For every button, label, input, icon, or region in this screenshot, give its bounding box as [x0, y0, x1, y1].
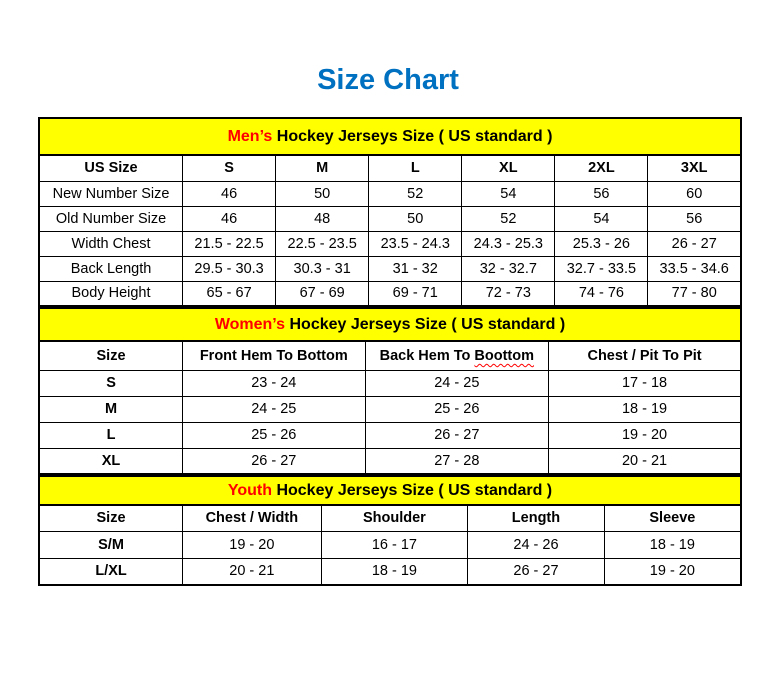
column-header: US Size: [39, 155, 183, 181]
value-cell: 33.5 - 34.6: [648, 256, 741, 281]
table-row: [39, 206, 741, 231]
value-cell: 27 - 28: [365, 448, 549, 474]
table-row: [39, 231, 741, 256]
value-cell: 25.3 - 26: [555, 231, 648, 256]
value-cell: 23.5 - 24.3: [369, 231, 462, 256]
table-row: [39, 558, 741, 585]
value-cell: 18 - 19: [321, 558, 468, 585]
value-cell: 67 - 69: [276, 281, 369, 306]
value-cell: 54: [462, 181, 555, 206]
value-cell: 50: [276, 181, 369, 206]
value-cell: 21.5 - 22.5: [183, 231, 276, 256]
section-heading-womens: [39, 308, 741, 341]
column-header: Sleeve: [604, 505, 741, 531]
row-label: L/XL: [39, 558, 183, 585]
column-header-row: [39, 155, 741, 181]
column-header: Chest / Pit To Pit: [549, 341, 741, 370]
value-cell: 24.3 - 25.3: [462, 231, 555, 256]
value-cell: 23 - 24: [183, 370, 366, 396]
row-label: M: [39, 396, 183, 422]
row-label: S/M: [39, 531, 183, 558]
value-cell: 24 - 26: [468, 531, 605, 558]
column-header: Size: [39, 341, 183, 370]
value-cell: 65 - 67: [183, 281, 276, 306]
value-cell: 46: [183, 206, 276, 231]
value-cell: 26 - 27: [183, 448, 366, 474]
value-cell: 24 - 25: [365, 370, 549, 396]
size-table-womens: [38, 307, 742, 475]
column-header: Size: [39, 505, 183, 531]
value-cell: 54: [555, 206, 648, 231]
section-heading-mens: [39, 118, 741, 155]
value-cell: 19 - 20: [604, 558, 741, 585]
value-cell: 25 - 26: [183, 422, 366, 448]
value-cell: 22.5 - 23.5: [276, 231, 369, 256]
value-cell: 32.7 - 33.5: [555, 256, 648, 281]
column-header: Chest / Width: [183, 505, 322, 531]
size-chart: [38, 117, 742, 586]
value-cell: 16 - 17: [321, 531, 468, 558]
section-heading-youth: [39, 476, 741, 505]
page-title: Size Chart: [317, 64, 459, 96]
value-cell: 18 - 19: [604, 531, 741, 558]
value-cell: 18 - 19: [549, 396, 741, 422]
value-cell: 69 - 71: [369, 281, 462, 306]
value-cell: 25 - 26: [365, 396, 549, 422]
column-header-row: [39, 505, 741, 531]
value-cell: 48: [276, 206, 369, 231]
table-row: [39, 448, 741, 474]
table-row: [39, 531, 741, 558]
section-heading-accent: Youth: [227, 481, 272, 499]
row-label: New Number Size: [39, 181, 183, 206]
size-table-youth: [38, 475, 742, 586]
value-cell: 72 - 73: [462, 281, 555, 306]
column-header-text: Back Hem To: [379, 347, 475, 364]
misspelled-word: Boottom: [474, 347, 535, 364]
value-cell: 56: [648, 206, 741, 231]
column-header: 3XL: [648, 155, 741, 181]
column-header: Front Hem To Bottom: [183, 341, 366, 370]
column-header: L: [369, 155, 462, 181]
row-label: Old Number Size: [39, 206, 183, 231]
column-header: [365, 341, 549, 370]
table-row: [39, 370, 741, 396]
section-heading-rest: Hockey Jerseys Size ( US standard ): [285, 315, 566, 333]
row-label: XL: [39, 448, 183, 474]
value-cell: 50: [369, 206, 462, 231]
table-row: [39, 256, 741, 281]
size-table-mens: [38, 117, 742, 307]
table-row: [39, 281, 741, 306]
column-header-row: [39, 341, 741, 370]
value-cell: 56: [555, 181, 648, 206]
value-cell: 46: [183, 181, 276, 206]
value-cell: 52: [369, 181, 462, 206]
value-cell: 20 - 21: [549, 448, 741, 474]
value-cell: 26 - 27: [468, 558, 605, 585]
table-row: [39, 396, 741, 422]
value-cell: 19 - 20: [183, 531, 322, 558]
value-cell: 26 - 27: [648, 231, 741, 256]
value-cell: 30.3 - 31: [276, 256, 369, 281]
column-header: XL: [462, 155, 555, 181]
value-cell: 52: [462, 206, 555, 231]
table-row: [39, 422, 741, 448]
value-cell: 19 - 20: [549, 422, 741, 448]
column-header: S: [183, 155, 276, 181]
section-heading-accent: Men’s: [227, 127, 273, 145]
row-label: Back Length: [39, 256, 183, 281]
value-cell: 24 - 25: [183, 396, 366, 422]
column-header: M: [276, 155, 369, 181]
column-header: 2XL: [555, 155, 648, 181]
value-cell: 74 - 76: [555, 281, 648, 306]
value-cell: 31 - 32: [369, 256, 462, 281]
section-heading-accent: Women’s: [214, 315, 286, 333]
section-heading-rest: Hockey Jerseys Size ( US standard ): [272, 481, 553, 499]
value-cell: 32 - 32.7: [462, 256, 555, 281]
value-cell: 26 - 27: [365, 422, 549, 448]
row-label: Body Height: [39, 281, 183, 306]
value-cell: 60: [648, 181, 741, 206]
value-cell: 17 - 18: [549, 370, 741, 396]
column-header: Length: [468, 505, 605, 531]
section-heading-rest: Hockey Jerseys Size ( US standard ): [272, 127, 553, 145]
row-label: Width Chest: [39, 231, 183, 256]
row-label: S: [39, 370, 183, 396]
column-header: Shoulder: [321, 505, 468, 531]
value-cell: 20 - 21: [183, 558, 322, 585]
table-row: [39, 181, 741, 206]
row-label: L: [39, 422, 183, 448]
value-cell: 77 - 80: [648, 281, 741, 306]
value-cell: 29.5 - 30.3: [183, 256, 276, 281]
